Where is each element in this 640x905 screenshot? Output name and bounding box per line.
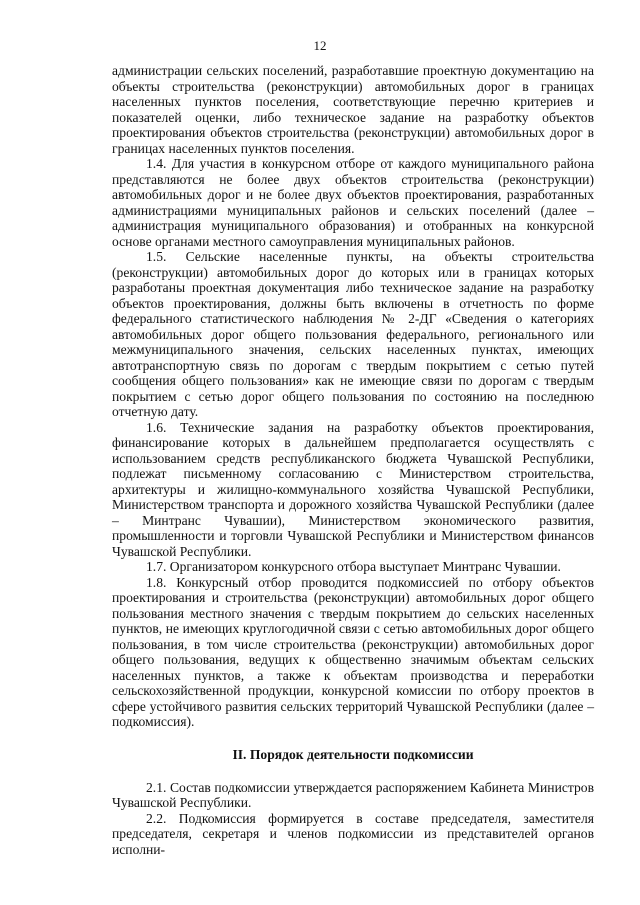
paragraph: администрации сельских поселений, разработавшие проектную документацию на объекты строительства (реконструкции) автомобильных дорог в границах населенных пунктов поселения, соответствующие перечню критериев и показателей оценки, либо техническое задание на разработку объектов проектирования объектов строительства (реконструкции) автомобильных дорог в границах населенных пунктов поселения. bbox=[112, 63, 594, 156]
paragraphs-bottom bbox=[112, 780, 594, 858]
section-heading: II. Порядок деятельности подкомиссии bbox=[232, 746, 474, 762]
paragraph: 1.7. Организатором конкурсного отбора выступает Минтранс Чувашии. bbox=[146, 559, 561, 574]
paragraphs-top bbox=[112, 63, 594, 730]
document-body bbox=[112, 63, 594, 857]
paragraph: 1.5. Сельские населенные пункты, на объекты строительства (реконструкции) автомобильных дорог до которых или в границах которых разработаны проектная документация либо техническое задание на разработку объектов проектирования, должны быть включены в отчетность по форме федерального статистического наблюдения № 2-ДГ «Сведения о категориях автомобильных дорог общего пользования федерального, регионального или межмуниципального значения, сельских населенных пунктах, имеющих автотранспортную связь по дорогам с твердым покрытием с сетью путей сообщения общего пользования» как не имеющие связи по дорогам с твердым покрытием с сетью дорог общего пользования по состоянию на последнюю отчетную дату. bbox=[112, 249, 594, 419]
paragraph: 1.4. Для участия в конкурсном отборе от каждого муниципального района представляются не более двух объектов строительства (реконструкции) автомобильных дорог и не более двух объектов проектирования, разработанных администрациями муниципальных районов и сельских поселений (далее – администрация муниципального образования) и отобранных на конкурсной основе органами местного самоуправления муниципальных районов. bbox=[112, 156, 594, 249]
page-number: 12 bbox=[313, 38, 327, 53]
paragraph: 1.8. Конкурсный отбор проводится подкомиссией по отбору объектов проектирования и строительства (реконструкции) автомобильных дорог общего пользования местного значения с твердым покрытием до сельских населенных пунктов, не имеющих круглогодичной связи с сетью автомобильных дорог общего пользования, в том числе строительства (реконструкции) автомобильных дорог общего пользования, ведущих к общественно значимым объектам сельских населенных пунктов, а также к объектам производства и переработки сельскохозяйственной продукции, конкурсной комиссии по отбору проектов в сфере устойчивого развития сельских территорий Чувашской Республики (далее – подкомиссия). bbox=[112, 574, 594, 729]
paragraph: 2.1. Состав подкомиссии утверждается распоряжением Кабинета Министров Чувашской Республики. bbox=[112, 779, 594, 810]
paragraph: 2.2. Подкомиссия формируется в составе председателя, заместителя председателя, секретаря и членов подкомиссии из представителей органов исполни- bbox=[112, 810, 594, 857]
paragraph: 1.6. Технические задания на разработку объектов проектирования, финансирование которых в дальнейшем предполагается осуществлять с использованием средств республиканского бюджета Чувашской Республики, подлежат письменному согласованию с Министерством строительства, архитектуры и жилищно-коммунального хозяйства Чувашской Республики, Министерством транспорта и дорожного хозяйства Чувашской Республики (далее – Минтранс Чувашии), Министерством экономического развития, промышленности и торговли Чувашской Республики и Министерством финансов Чувашской Республики. bbox=[112, 419, 594, 559]
